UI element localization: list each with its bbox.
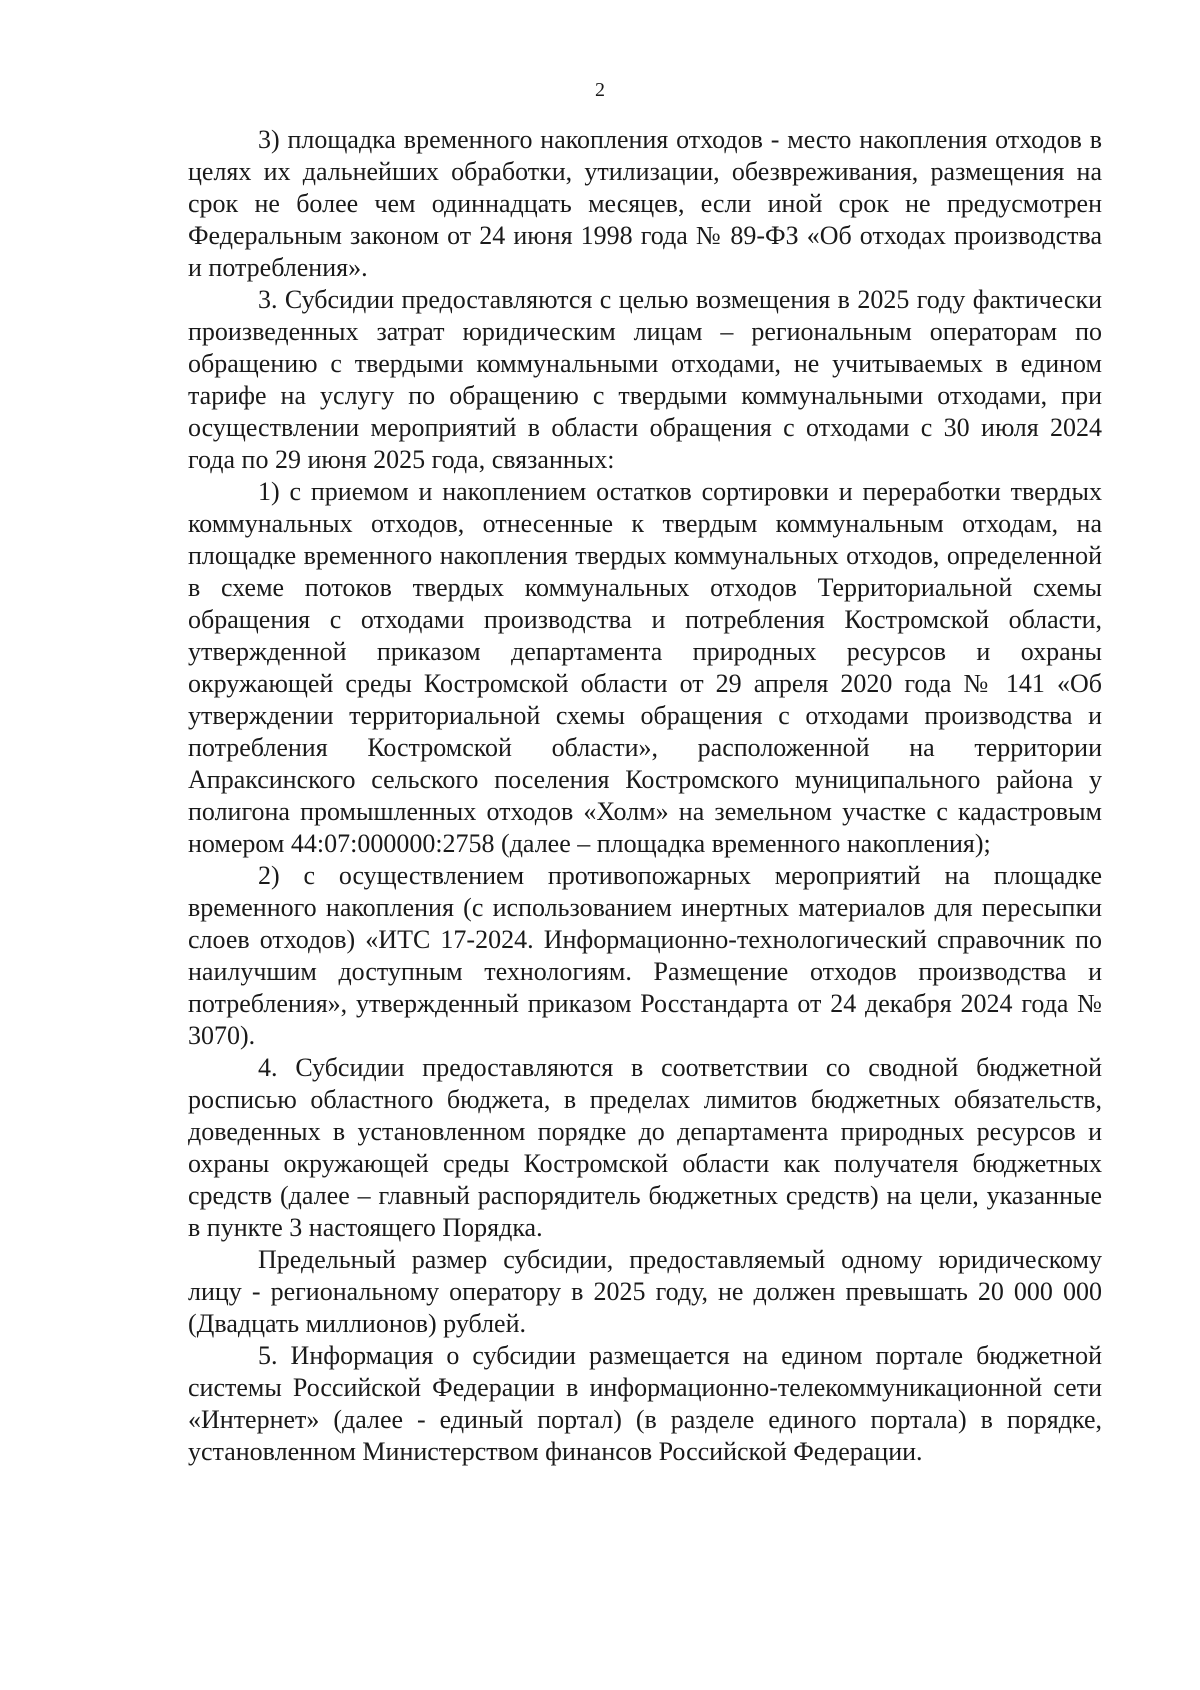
paragraph-item-1-acceptance-accumulation: 1) с приемом и накоплением остатков сортировки и переработки твердых коммунальных отходов, отнесенные к твердым коммунальным отходам, на площадке временного накопления твердых коммунальных отходов, определенной в схеме потоков твердых коммунальных отходов Территориальной схемы обращения с отходами производства и потребления Костромской области, утвержденной приказом департамента природных ресурсов и охраны окружающей среды Костромской области от 29 апреля 2020 года № 141 «Об утверждении территориальной схемы обращения с отходами производства и потребления Костромской области», расположенной на территории Апраксинского сельского поселения Костромского муниципального района у полигона промышленных отходов «Холм» на земельном участке с кадастровым номером 44:07:000000:2758 (далее – площадка временного накопления); [188,477,1102,858]
paragraph-section-3-subsidy-purpose: 3. Субсидии предоставляются с целью возмещения в 2025 году фактически произведенных затрат юридическим лицам – региональным операторам по обращению с твердыми коммунальными отходами, не учитываемых в едином тарифе на услугу по обращению с твердыми коммунальными отходами, при осуществлении мероприятий в области обращения с отходами с 30 июля 2024 года по 29 июня 2025 года, связанных: [188,285,1102,474]
document-body [188,124,1102,1468]
paragraph-item-3-temporary-site: 3) площадка временного накопления отходов - место накопления отходов в целях их дальнейших обработки, утилизации, обезвреживания, размещения на срок не более чем одиннадцать месяцев, если иной срок не предусмотрен Федеральным законом от 24 июня 1998 года № 89-ФЗ «Об отходах производства и потребления». [188,125,1102,282]
paragraph-subsidy-limit: Предельный размер субсидии, предоставляемый одному юридическому лицу - региональному оператору в 2025 году, не должен превышать 20 000 000 (Двадцать миллионов) рублей. [188,1245,1102,1338]
paragraph-item-2-fire-safety: 2) с осуществлением противопожарных мероприятий на площадке временного накопления (с использованием инертных материалов для пересыпки слоев отходов) «ИТС 17-2024. Информационно-технологический справочник по наилучшим доступным технологиям. Размещение отходов производства и потребления», утвержденный приказом Росстандарта от 24 декабря 2024 года № 3070). [188,861,1102,1050]
paragraph-section-4-budget: 4. Субсидии предоставляются в соответствии со сводной бюджетной росписью областного бюджета, в пределах лимитов бюджетных обязательств, доведенных в установленном порядке до департамента природных ресурсов и охраны окружающей среды Костромской области как получателя бюджетных средств (далее – главный распорядитель бюджетных средств) на цели, указанные в пункте 3 настоящего Порядка. [188,1053,1102,1242]
paragraph-section-5-information: 5. Информация о субсидии размещается на едином портале бюджетной системы Российской Федерации в информационно-телекоммуникационной сети «Интернет» (далее - единый портал) (в разделе единого портала) в порядке, установленном Министерством финансов Российской Федерации. [188,1341,1102,1466]
page-number: 2 [595,79,605,101]
